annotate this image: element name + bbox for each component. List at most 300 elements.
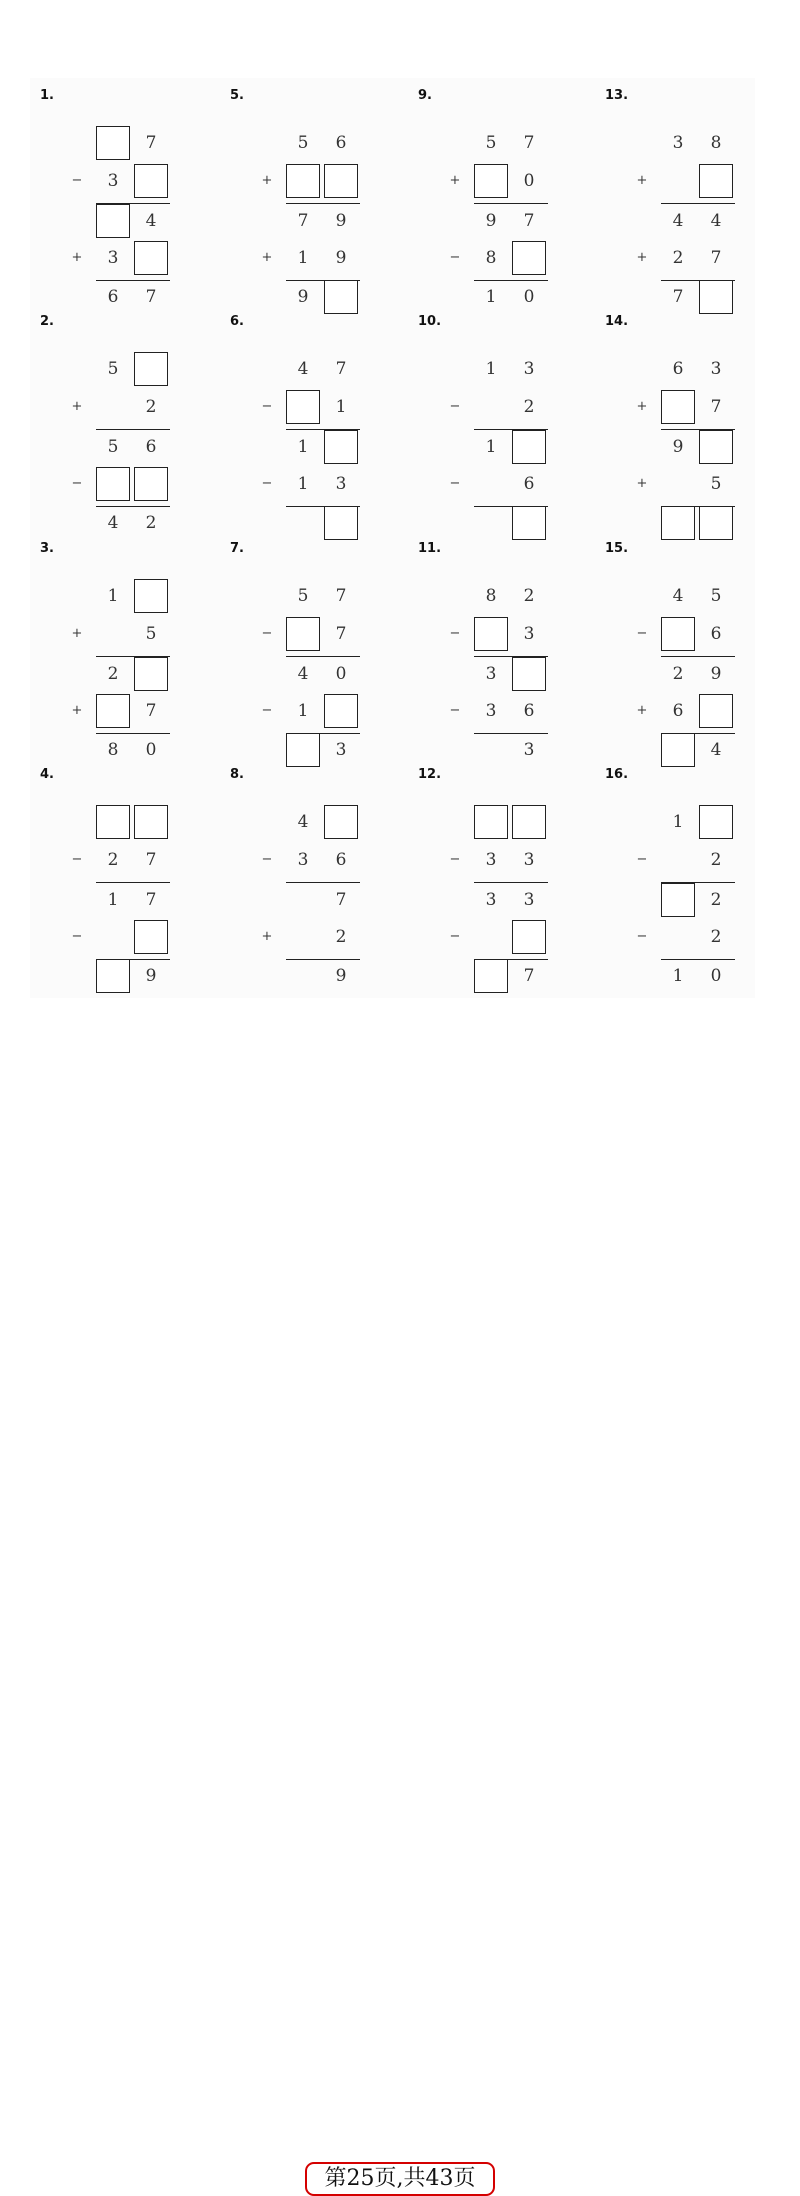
operator-sign: + <box>71 703 83 718</box>
ones-digit: 3 <box>523 624 535 644</box>
answer-box[interactable] <box>661 883 695 917</box>
ones-digit: 7 <box>523 966 535 986</box>
sum-line <box>286 280 360 281</box>
tens-digit: 2 <box>107 664 119 684</box>
ones-digit: 0 <box>523 287 535 307</box>
sum-line <box>474 959 548 960</box>
equation-row <box>230 428 390 468</box>
ones-digit: 2 <box>335 927 347 947</box>
problem-number: 4. <box>40 767 54 782</box>
tens-digit: 1 <box>485 287 497 307</box>
ones-digit: 7 <box>523 211 535 231</box>
equation-row <box>605 918 765 958</box>
equation-row <box>605 731 765 771</box>
ones-digit: 9 <box>145 966 157 986</box>
ones-digit: 2 <box>523 586 535 606</box>
problem-number: 11. <box>418 541 442 556</box>
equation-row <box>40 388 200 428</box>
operator-sign: − <box>71 929 83 944</box>
ones-digit: 1 <box>335 397 347 417</box>
tens-digit: 5 <box>107 437 119 457</box>
equation-row <box>418 957 578 997</box>
tens-digit: 1 <box>485 359 497 379</box>
operator-sign: − <box>261 852 273 867</box>
tens-digit <box>474 506 508 540</box>
tens-digit <box>661 164 695 198</box>
equation-row <box>230 162 390 202</box>
answer-box[interactable] <box>661 733 695 767</box>
ones-digit: 7 <box>145 850 157 870</box>
problem-number: 2. <box>40 314 54 329</box>
operator-sign: − <box>261 399 273 414</box>
ones-digit: 2 <box>523 397 535 417</box>
equation-row <box>605 615 765 655</box>
ones-digit: 7 <box>335 890 347 910</box>
answer-box[interactable] <box>134 657 168 691</box>
equation-row <box>230 278 390 318</box>
operator-sign: + <box>636 703 648 718</box>
answer-box[interactable] <box>96 959 130 993</box>
operator-sign: + <box>71 399 83 414</box>
equation-row <box>418 655 578 695</box>
tens-digit: 1 <box>107 586 119 606</box>
equation-row <box>230 881 390 921</box>
ones-digit: 3 <box>335 474 347 494</box>
answer-box[interactable] <box>661 390 695 424</box>
footer <box>0 1080 800 2191</box>
equation-row <box>605 239 765 279</box>
ones-digit: 3 <box>523 850 535 870</box>
equation-row <box>40 692 200 732</box>
tens-digit <box>474 467 508 501</box>
ones-digit: 8 <box>710 133 722 153</box>
answer-box[interactable] <box>324 164 358 198</box>
tens-digit: 5 <box>297 586 309 606</box>
ones-digit: 5 <box>710 586 722 606</box>
ones-digit: 5 <box>145 624 157 644</box>
tens-digit: 2 <box>672 248 684 268</box>
tens-digit: 3 <box>485 850 497 870</box>
equation-row <box>605 577 765 617</box>
tens-digit: 2 <box>107 850 119 870</box>
equation-row <box>605 388 765 428</box>
sum-line <box>474 203 548 204</box>
equation-row <box>418 202 578 242</box>
sum-line <box>661 656 735 657</box>
equation-row <box>40 957 200 997</box>
equation-row <box>230 202 390 242</box>
equation-row <box>605 202 765 242</box>
answer-box[interactable] <box>96 467 130 501</box>
equation-row <box>40 504 200 544</box>
ones-digit: 7 <box>145 701 157 721</box>
tens-digit: 2 <box>672 664 684 684</box>
ones-digit: 4 <box>145 211 157 231</box>
answer-box[interactable] <box>324 805 358 839</box>
sum-line <box>286 203 360 204</box>
sum-line <box>96 429 170 430</box>
ones-digit: 7 <box>335 624 347 644</box>
answer-box[interactable] <box>512 430 546 464</box>
problem-number: 8. <box>230 767 244 782</box>
operator-sign: + <box>636 250 648 265</box>
tens-digit <box>474 733 508 767</box>
problem-number: 12. <box>418 767 442 782</box>
ones-digit: 7 <box>145 133 157 153</box>
ones-digit: 2 <box>710 850 722 870</box>
ones-digit: 0 <box>523 171 535 191</box>
equation-row <box>418 731 578 771</box>
operator-sign: − <box>449 929 461 944</box>
answer-box[interactable] <box>699 164 733 198</box>
sum-line <box>96 203 170 204</box>
tens-digit: 1 <box>672 812 684 832</box>
tens-digit: 1 <box>107 890 119 910</box>
tens-digit <box>96 390 130 424</box>
tens-digit: 7 <box>297 211 309 231</box>
answer-box[interactable] <box>324 280 358 314</box>
equation-row <box>40 278 200 318</box>
equation-row <box>40 465 200 505</box>
tens-digit: 4 <box>297 812 309 832</box>
tens-digit <box>96 920 130 954</box>
equation-row <box>40 615 200 655</box>
equation-row <box>418 278 578 318</box>
tens-digit: 8 <box>485 248 497 268</box>
equation-row <box>418 388 578 428</box>
answer-box[interactable] <box>96 694 130 728</box>
problem-8 <box>230 767 390 991</box>
ones-digit: 0 <box>710 966 722 986</box>
sum-line <box>661 506 735 507</box>
ones-digit: 9 <box>710 664 722 684</box>
ones-digit: 7 <box>710 397 722 417</box>
problem-10 <box>418 314 578 538</box>
tens-digit: 1 <box>297 248 309 268</box>
sum-line <box>661 280 735 281</box>
answer-box[interactable] <box>474 164 508 198</box>
equation-row <box>605 465 765 505</box>
problem-number: 13. <box>605 88 629 103</box>
tens-digit <box>286 959 320 993</box>
answer-box[interactable] <box>134 579 168 613</box>
sum-line <box>96 882 170 883</box>
answer-box[interactable] <box>324 694 358 728</box>
equation-row <box>40 202 200 242</box>
operator-sign: − <box>636 852 648 867</box>
operator-sign: − <box>449 626 461 641</box>
sum-line <box>661 959 735 960</box>
answer-box[interactable] <box>474 617 508 651</box>
tens-digit: 4 <box>672 586 684 606</box>
equation-row <box>418 239 578 279</box>
answer-box[interactable] <box>699 430 733 464</box>
ones-digit: 6 <box>145 437 157 457</box>
equation-row <box>418 350 578 390</box>
equation-row <box>605 841 765 881</box>
answer-box[interactable] <box>134 352 168 386</box>
answer-box[interactable] <box>699 805 733 839</box>
problem-6 <box>230 314 390 538</box>
equation-row <box>230 239 390 279</box>
operator-sign: + <box>261 173 273 188</box>
sum-line <box>661 882 735 883</box>
equation-row <box>230 803 390 843</box>
answer-box[interactable] <box>512 657 546 691</box>
sum-line <box>96 506 170 507</box>
tens-digit: 6 <box>672 701 684 721</box>
ones-digit: 6 <box>335 133 347 153</box>
ones-digit: 7 <box>335 359 347 379</box>
equation-row <box>230 577 390 617</box>
equation-row <box>230 918 390 958</box>
sum-line <box>474 882 548 883</box>
tens-digit: 4 <box>297 359 309 379</box>
answer-box[interactable] <box>661 506 695 540</box>
sum-line <box>474 280 548 281</box>
equation-row <box>605 655 765 695</box>
tens-digit <box>286 920 320 954</box>
problem-2 <box>40 314 200 538</box>
ones-digit: 7 <box>710 248 722 268</box>
problem-number: 9. <box>418 88 432 103</box>
sum-line <box>474 733 548 734</box>
sum-line <box>286 733 360 734</box>
answer-box[interactable] <box>134 241 168 275</box>
sum-line <box>96 733 170 734</box>
ones-digit: 6 <box>523 701 535 721</box>
ones-digit: 2 <box>710 927 722 947</box>
equation-row <box>605 692 765 732</box>
ones-digit: 9 <box>335 211 347 231</box>
equation-row <box>418 428 578 468</box>
answer-box[interactable] <box>134 920 168 954</box>
ones-digit: 7 <box>145 287 157 307</box>
equation-row <box>40 841 200 881</box>
problem-5 <box>230 88 390 312</box>
answer-box[interactable] <box>324 430 358 464</box>
operator-sign: − <box>71 852 83 867</box>
equation-row <box>230 655 390 695</box>
answer-box[interactable] <box>134 805 168 839</box>
answer-box[interactable] <box>286 733 320 767</box>
equation-row <box>605 881 765 921</box>
tens-digit: 1 <box>672 966 684 986</box>
equation-row <box>418 692 578 732</box>
problem-number: 1. <box>40 88 54 103</box>
answer-box[interactable] <box>286 390 320 424</box>
answer-box[interactable] <box>699 506 733 540</box>
problem-1 <box>40 88 200 312</box>
sum-line <box>96 280 170 281</box>
tens-digit <box>661 843 695 877</box>
operator-sign: − <box>261 626 273 641</box>
problem-16 <box>605 767 765 991</box>
tens-digit <box>474 390 508 424</box>
tens-digit: 1 <box>297 474 309 494</box>
operator-sign: + <box>636 173 648 188</box>
operator-sign: + <box>261 250 273 265</box>
equation-row <box>605 124 765 164</box>
answer-box[interactable] <box>286 617 320 651</box>
answer-box[interactable] <box>512 506 546 540</box>
ones-digit: 2 <box>710 890 722 910</box>
equation-row <box>40 881 200 921</box>
sum-line <box>286 506 360 507</box>
ones-digit: 4 <box>710 740 722 760</box>
tens-digit: 1 <box>485 437 497 457</box>
tens-digit: 3 <box>672 133 684 153</box>
problem-14 <box>605 314 765 538</box>
operator-sign: − <box>449 399 461 414</box>
operator-sign: − <box>261 703 273 718</box>
operator-sign: + <box>449 173 461 188</box>
answer-box[interactable] <box>134 164 168 198</box>
answer-box[interactable] <box>96 204 130 238</box>
tens-digit: 5 <box>485 133 497 153</box>
ones-digit: 2 <box>145 397 157 417</box>
tens-digit: 3 <box>107 171 119 191</box>
ones-digit: 7 <box>145 890 157 910</box>
answer-box[interactable] <box>699 694 733 728</box>
equation-row <box>418 504 578 544</box>
equation-row <box>418 162 578 202</box>
answer-box[interactable] <box>474 805 508 839</box>
ones-digit: 6 <box>710 624 722 644</box>
problem-4 <box>40 767 200 991</box>
sum-line <box>286 429 360 430</box>
tens-digit: 1 <box>297 437 309 457</box>
operator-sign: − <box>261 476 273 491</box>
equation-row <box>605 278 765 318</box>
answer-box[interactable] <box>474 959 508 993</box>
sum-line <box>474 656 548 657</box>
equation-row <box>605 428 765 468</box>
answer-box[interactable] <box>512 920 546 954</box>
problem-3 <box>40 541 200 765</box>
page-number-label: 第25页,共43页 <box>305 2162 495 2196</box>
tens-digit <box>96 617 130 651</box>
tens-digit: 8 <box>107 740 119 760</box>
equation-row <box>40 124 200 164</box>
problem-15 <box>605 541 765 765</box>
operator-sign: − <box>71 173 83 188</box>
tens-digit: 3 <box>107 248 119 268</box>
tens-digit: 3 <box>485 890 497 910</box>
tens-digit: 5 <box>297 133 309 153</box>
equation-row <box>40 239 200 279</box>
equation-row <box>605 504 765 544</box>
sum-line <box>661 203 735 204</box>
equation-row <box>418 881 578 921</box>
operator-sign: − <box>636 626 648 641</box>
equation-row <box>40 655 200 695</box>
equation-row <box>40 162 200 202</box>
problem-number: 16. <box>605 767 629 782</box>
ones-digit: 3 <box>523 740 535 760</box>
tens-digit <box>286 506 320 540</box>
equation-row <box>230 615 390 655</box>
sum-line <box>661 733 735 734</box>
ones-digit: 3 <box>710 359 722 379</box>
answer-box[interactable] <box>512 241 546 275</box>
equation-row <box>230 692 390 732</box>
tens-digit: 6 <box>107 287 119 307</box>
operator-sign: − <box>449 703 461 718</box>
equation-row <box>418 577 578 617</box>
sum-line <box>474 429 548 430</box>
tens-digit: 4 <box>672 211 684 231</box>
answer-box[interactable] <box>96 126 130 160</box>
tens-digit: 3 <box>485 664 497 684</box>
tens-digit <box>474 920 508 954</box>
equation-row <box>605 162 765 202</box>
tens-digit: 7 <box>672 287 684 307</box>
tens-digit <box>661 467 695 501</box>
answer-box[interactable] <box>286 164 320 198</box>
tens-digit: 4 <box>107 513 119 533</box>
tens-digit: 3 <box>297 850 309 870</box>
equation-row <box>418 124 578 164</box>
answer-box[interactable] <box>512 805 546 839</box>
tens-digit: 8 <box>485 586 497 606</box>
sum-line <box>286 882 360 883</box>
equation-row <box>230 504 390 544</box>
tens-digit: 4 <box>297 664 309 684</box>
answer-box[interactable] <box>134 467 168 501</box>
operator-sign: − <box>449 476 461 491</box>
problem-number: 7. <box>230 541 244 556</box>
ones-digit: 5 <box>710 474 722 494</box>
equation-row <box>418 841 578 881</box>
operator-sign: − <box>449 852 461 867</box>
problem-number: 6. <box>230 314 244 329</box>
equation-row <box>230 388 390 428</box>
equation-row <box>230 124 390 164</box>
ones-digit: 3 <box>335 740 347 760</box>
operator-sign: + <box>71 250 83 265</box>
operator-sign: + <box>636 399 648 414</box>
equation-row <box>230 465 390 505</box>
tens-digit: 5 <box>107 359 119 379</box>
equation-row <box>418 465 578 505</box>
equation-row <box>40 577 200 617</box>
sum-line <box>286 959 360 960</box>
problem-12 <box>418 767 578 991</box>
problem-number: 3. <box>40 541 54 556</box>
problem-9 <box>418 88 578 312</box>
equation-row <box>40 428 200 468</box>
tens-digit <box>661 920 695 954</box>
answer-box[interactable] <box>324 506 358 540</box>
sum-line <box>661 429 735 430</box>
operator-sign: + <box>636 476 648 491</box>
equation-row <box>230 841 390 881</box>
sum-line <box>96 656 170 657</box>
answer-box[interactable] <box>699 280 733 314</box>
ones-digit: 3 <box>523 890 535 910</box>
equation-row <box>605 350 765 390</box>
operator-sign: + <box>261 929 273 944</box>
sum-line <box>96 959 170 960</box>
equation-row <box>40 731 200 771</box>
answer-box[interactable] <box>661 617 695 651</box>
problem-number: 5. <box>230 88 244 103</box>
equation-row <box>605 957 765 997</box>
answer-box[interactable] <box>96 805 130 839</box>
sum-line <box>474 506 548 507</box>
sum-line <box>286 656 360 657</box>
